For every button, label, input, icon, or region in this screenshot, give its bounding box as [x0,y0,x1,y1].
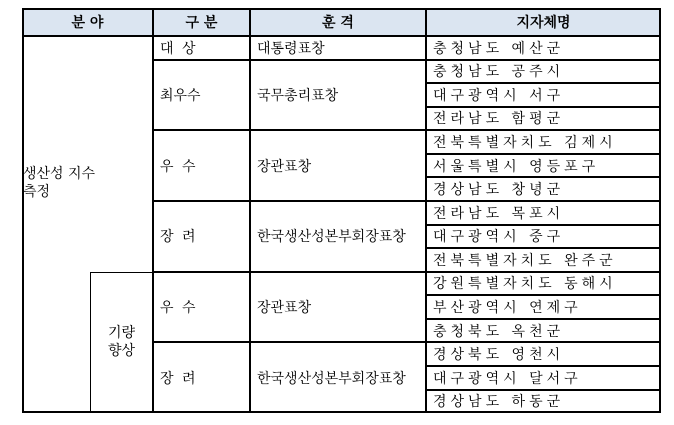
gov-cell: 전라남도 목포시 [426,201,661,225]
gov-cell: 대구광역시 중구 [426,225,661,249]
awards-table [22,8,661,413]
award-cell: 국무총리표창 [250,60,426,131]
award-cell: 장관표창 [250,272,426,343]
gov-cell: 충청남도 예산군 [426,36,661,60]
gov-cell: 경상북도 영천시 [426,342,661,366]
header-field: 분 야 [22,8,153,36]
header-category: 구 분 [153,8,250,36]
award-cell: 한국생산성본부회장표창 [250,342,426,413]
gov-cell: 대구광역시 달서구 [426,366,661,390]
field-sub-line: 기량 [107,325,136,342]
gov-cell: 충청북도 옥천군 [426,319,661,343]
award-cell: 장관표창 [250,130,426,201]
category-cell: 장 려 [153,201,250,272]
gov-cell: 전북특별자치도 완주군 [426,248,661,272]
field-sub-line: 향상 [107,343,136,360]
gov-cell: 전라남도 함평군 [426,107,661,131]
gov-cell: 강원특별자치도 동해시 [426,272,661,296]
gov-cell: 대구광역시 서구 [426,83,661,107]
gov-cell: 전북특별자치도 김제시 [426,130,661,154]
field-sub-cell [90,272,153,413]
gov-cell: 경상남도 하동군 [426,390,661,414]
gov-cell: 부산광역시 연제구 [426,295,661,319]
header-gov: 지자체명 [426,8,661,36]
gov-cell: 충청남도 공주시 [426,60,661,84]
award-cell: 대통령표창 [250,36,426,60]
field-main-line: 생산성 지수 [23,165,96,182]
category-cell: 장 려 [153,342,250,413]
category-cell: 우 수 [153,130,250,201]
gov-cell: 서울특별시 영등포구 [426,154,661,178]
category-cell: 우 수 [153,272,250,343]
gov-cell: 경상남도 창녕군 [426,177,661,201]
category-cell: 대 상 [153,36,250,60]
header-award: 훈 격 [250,8,426,36]
award-cell: 한국생산성본부회장표창 [250,201,426,272]
category-cell: 최우수 [153,60,250,131]
field-main-line: 측정 [23,183,51,200]
